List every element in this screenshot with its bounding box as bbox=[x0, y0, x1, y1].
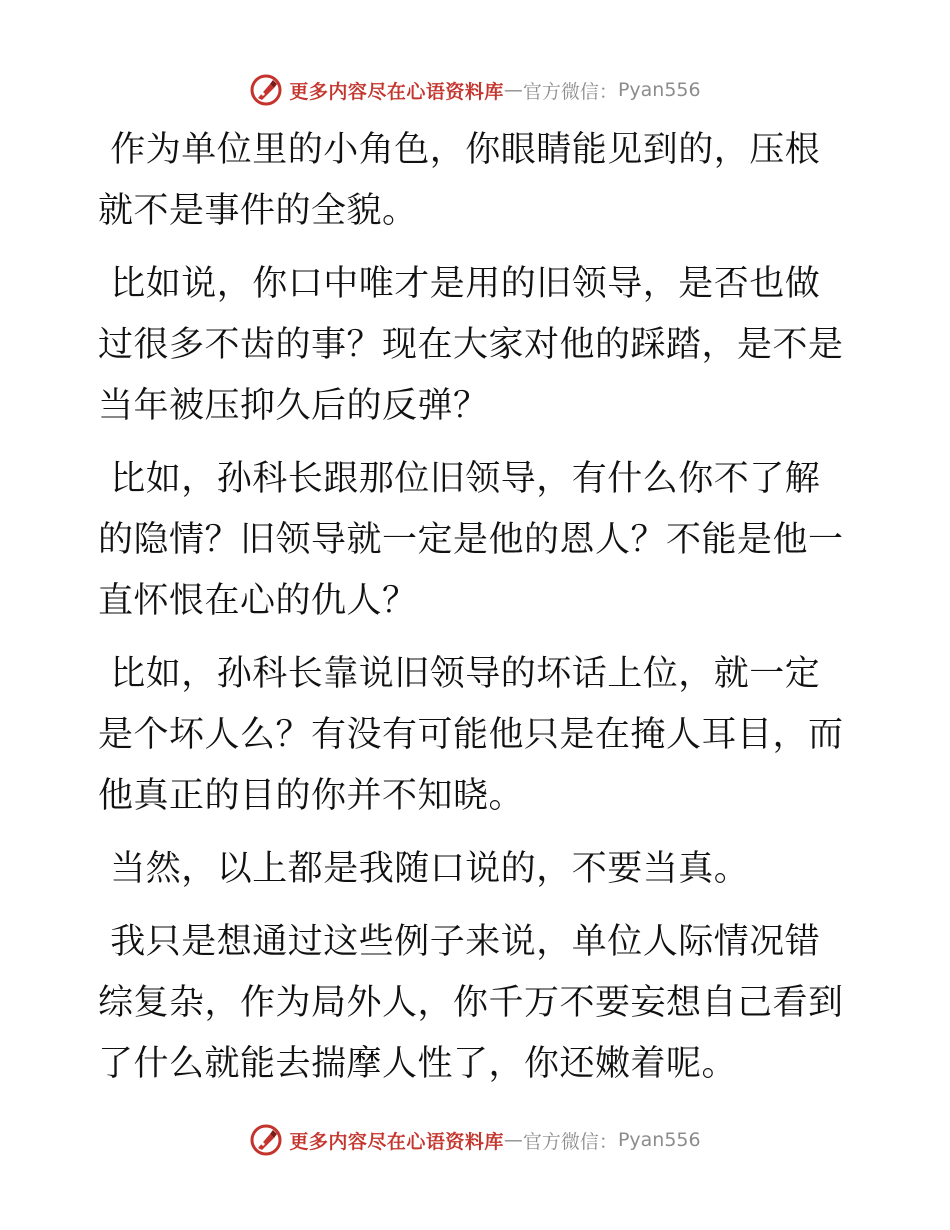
paragraph: 当然，以上都是我随口说的，不要当真。 bbox=[110, 849, 750, 889]
separator: — bbox=[503, 79, 523, 101]
footer-watermark bbox=[0, 1120, 950, 1160]
brand-text: 更多内容尽在心语资料库 bbox=[289, 1130, 504, 1153]
wechat-label: 官方微信： bbox=[522, 80, 618, 103]
wechat-id: Pyan556 bbox=[617, 1129, 701, 1151]
pen-nib-circle-icon bbox=[249, 1123, 283, 1157]
paragraph: 比如说，你口中唯才是用的旧领导，是否也做过很多不齿的事？现在大家对他的踩踏，是不是当年被压抑久后的反弹？ bbox=[98, 264, 844, 426]
wechat-id: Pyan556 bbox=[617, 79, 701, 101]
paragraph: 我只是想通过这些例子来说，单位人际情况错综复杂，作为局外人，你千万不要妄想自己看到了什么就能去揣摩人性了，你还嫩着呢。 bbox=[98, 922, 844, 1084]
header-watermark bbox=[0, 70, 950, 110]
paragraph: 比如，孙科长跟那位旧领导，有什么你不了解的隐情？旧领导就一定是他的恩人？不能是他一直怀恨在心的仇人？ bbox=[98, 459, 844, 621]
paragraph: 比如，孙科长靠说旧领导的坏话上位，就一定是个坏人么？有没有可能他只是在掩人耳目，而他真正的目的你并不知晓。 bbox=[98, 654, 844, 816]
article-body bbox=[98, 120, 853, 1107]
pen-nib-circle-icon bbox=[249, 73, 283, 107]
paragraph: 作为单位里的小角色，你眼睛能见到的，压根就不是事件的全貌。 bbox=[98, 130, 821, 231]
separator: — bbox=[503, 1129, 523, 1151]
wechat-label: 官方微信： bbox=[522, 1130, 618, 1153]
brand-text: 更多内容尽在心语资料库 bbox=[289, 80, 504, 103]
